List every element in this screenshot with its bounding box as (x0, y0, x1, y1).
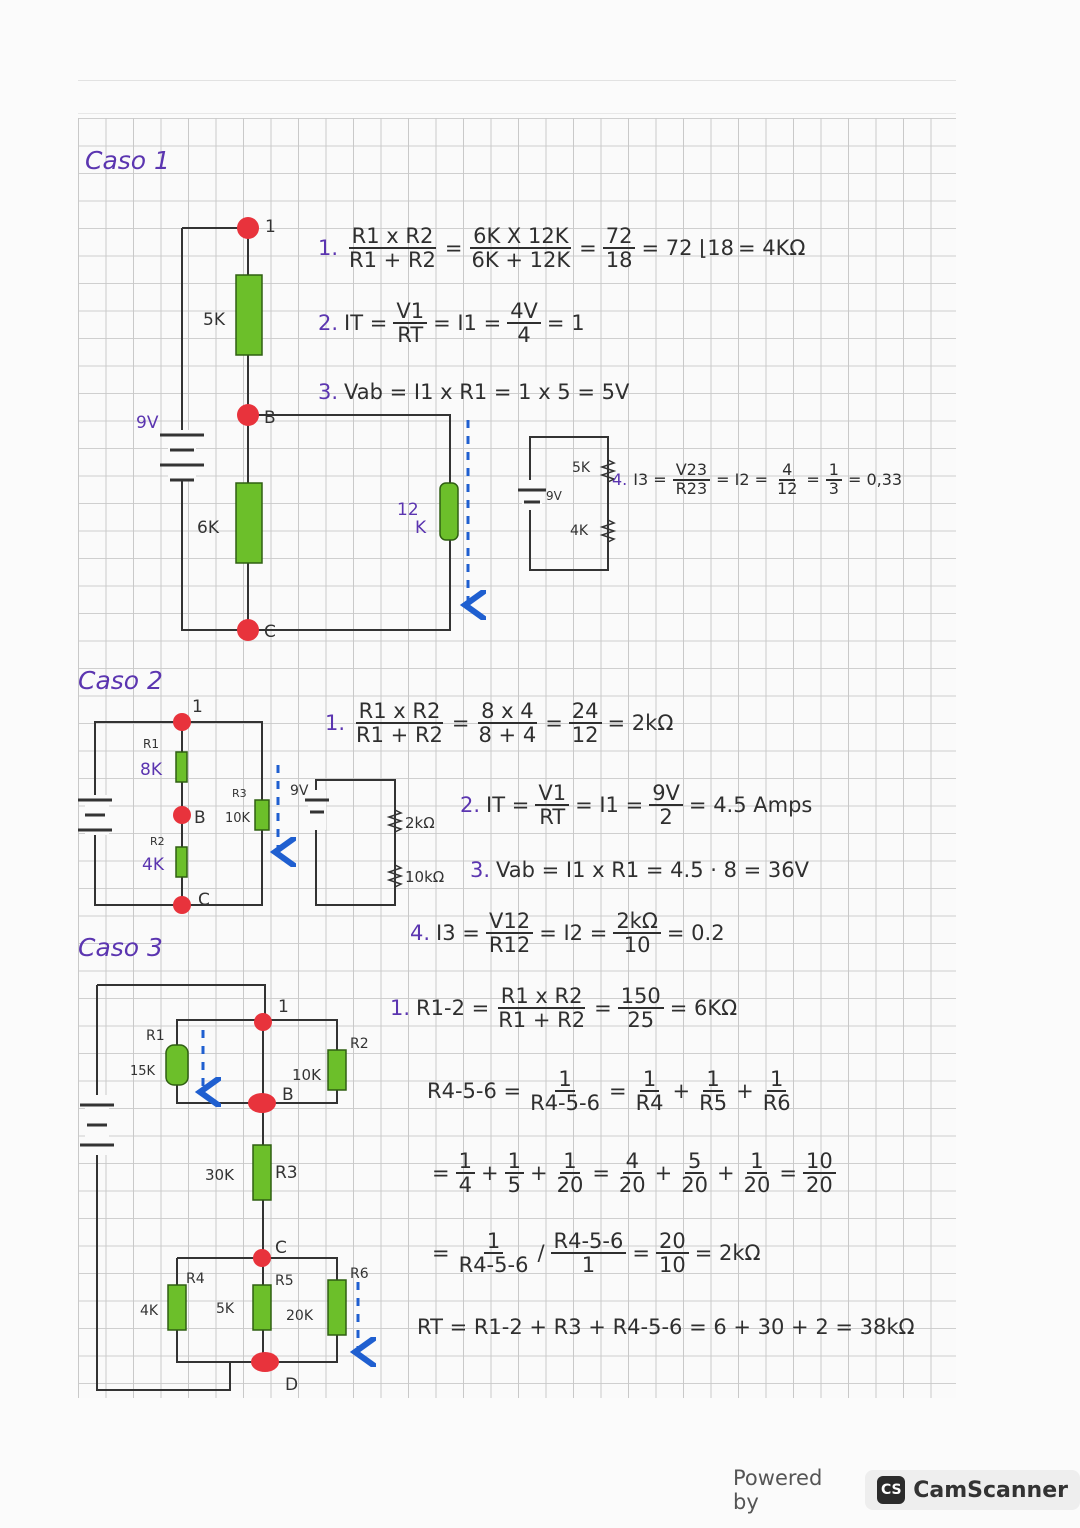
numerator: 2kΩ (613, 910, 661, 934)
fraction (803, 1150, 836, 1196)
numerator: 1 (484, 1230, 503, 1254)
fraction (495, 985, 588, 1031)
caso1-node-a-label: 1 (265, 217, 276, 237)
step-number: 4. (612, 470, 628, 490)
caso3-title: Caso 3 (78, 933, 163, 962)
numerator: 20 (656, 1230, 689, 1254)
denominator: R1 + R2 (356, 723, 443, 748)
caso1-r3-label: 12 (397, 500, 419, 520)
denominator: 12 (571, 723, 599, 748)
equation-text: IT = (344, 311, 388, 336)
caso1-equation-2 (318, 300, 587, 346)
equation-text: = I2 = (539, 921, 608, 946)
caso1-r1-label: 5K (203, 310, 225, 330)
numerator: R1 x R2 (349, 225, 437, 249)
numerator: R1 x R2 (498, 985, 586, 1009)
numerator: 1 (456, 1150, 475, 1174)
caso1-title: Caso 1 (85, 146, 170, 175)
fraction (469, 225, 574, 271)
fraction (554, 1150, 587, 1196)
equation-text: = (594, 996, 612, 1021)
numerator: 5 (685, 1150, 704, 1174)
fraction (774, 462, 800, 498)
caso2-mini-battery: 9V (290, 783, 309, 799)
numerator: V1 (393, 300, 427, 324)
fraction (393, 300, 427, 346)
caso1-node-b-label: B (264, 408, 276, 428)
fraction (551, 1230, 627, 1276)
numerator: 1 (767, 1068, 786, 1092)
step-number: 1. (318, 236, 339, 261)
numerator: 4V (507, 300, 541, 324)
caso3-equation-4 (430, 1230, 763, 1276)
fraction (696, 1068, 730, 1114)
step-number: 3. (318, 380, 339, 404)
fraction (741, 1150, 774, 1196)
numerator: 72 (603, 225, 636, 249)
caso3-r3-label: R3 (275, 1163, 298, 1183)
denominator: R1 + R2 (498, 1008, 586, 1033)
numerator: 150 (618, 985, 664, 1009)
fraction (673, 462, 710, 498)
fraction (486, 910, 533, 956)
denominator: R6 (762, 1091, 791, 1116)
equation-text: = 0,33 (847, 470, 903, 490)
fraction (505, 1150, 524, 1196)
numerator: 4 (779, 462, 795, 481)
fraction (456, 1230, 532, 1276)
step-number: 1. (390, 996, 411, 1021)
fraction (456, 1150, 475, 1196)
camscanner-watermark (733, 1466, 1080, 1514)
fraction (613, 910, 661, 956)
numerator: 24 (569, 700, 602, 724)
caso2-r3-value: 10K (225, 811, 251, 826)
denominator: R5 (699, 1091, 728, 1116)
caso2-node-c-label: C (198, 890, 210, 910)
denominator: R12 (488, 933, 531, 958)
numerator: R1 x R2 (356, 700, 444, 724)
equation-text: + (736, 1079, 754, 1104)
equation-text: = (444, 236, 463, 261)
caso2-equation-4 (410, 910, 727, 956)
caso2-r1-value: 8K (140, 760, 162, 780)
denominator: 10 (623, 933, 651, 958)
numerator: 1 (703, 1068, 722, 1092)
denominator: 25 (627, 1008, 655, 1033)
caso3-equation-1 (390, 985, 739, 1031)
denominator: 4 (458, 1173, 472, 1198)
fraction (535, 782, 569, 828)
step-number: 2. (318, 311, 339, 336)
equation-text: + (672, 1079, 691, 1104)
caso3-node-a-label: 1 (278, 997, 289, 1017)
fraction (353, 700, 446, 746)
caso3-r4-value: 4K (140, 1303, 159, 1319)
equation-text: R1-2 = (416, 996, 490, 1021)
equation-text: = (579, 236, 597, 261)
equation-text: = 0.2 (666, 921, 725, 946)
caso2-r1-label: R1 (143, 737, 159, 751)
caso2-r3-label: R3 (232, 787, 247, 800)
caso2-equation-2 (460, 782, 814, 828)
numerator: R4-5-6 (551, 1230, 627, 1254)
denominator: R1 + R2 (349, 248, 436, 273)
equation-text: Vab = I1 x R1 = 1 x 5 = 5V (344, 380, 630, 404)
denominator: 20 (805, 1173, 833, 1198)
step-number: 1. (325, 711, 346, 736)
caso2-node-a-label: 1 (192, 697, 203, 717)
equation-text: = (608, 1079, 627, 1104)
denominator: 12 (777, 478, 798, 498)
equation-text: Vab = I1 x R1 = 4.5 · 8 = 36V (496, 858, 809, 882)
equation-text: = 1 (546, 311, 585, 336)
denominator: 5 (507, 1173, 521, 1198)
denominator: 8 + 4 (478, 723, 537, 748)
caso2-title: Caso 2 (78, 666, 163, 695)
equation-text: + (654, 1161, 673, 1186)
caso1-mini-r2: 4K (570, 523, 589, 539)
denominator: 2 (659, 805, 673, 830)
caso3-node-d-label: D (285, 1375, 299, 1395)
equation-text: + (529, 1161, 548, 1186)
caso3-equation-3 (430, 1150, 840, 1196)
denominator: R4-5-6 (458, 1253, 529, 1278)
denominator: 6K + 12K (471, 248, 571, 273)
denominator: R4-5-6 (530, 1091, 600, 1116)
caso3-r6-value: 20K (286, 1308, 313, 1324)
caso1-equation-1 (318, 225, 807, 271)
numerator: 1 (555, 1068, 574, 1092)
caso1-r2-label: 6K (197, 518, 219, 538)
equation-text: I3 = (436, 921, 480, 946)
fraction (603, 225, 636, 271)
caso3-circuit (97, 985, 337, 1390)
equation-text: = (432, 1161, 450, 1186)
equation-text: R4-5-6 = (427, 1079, 522, 1104)
caso3-r6-label: R6 (350, 1266, 369, 1282)
numerator: V1 (535, 782, 569, 806)
fraction (569, 700, 602, 746)
equation-text: = 6KΩ (669, 996, 738, 1021)
fraction (826, 462, 842, 498)
equation-text: = (592, 1161, 610, 1186)
caso1-battery-label: 9V (136, 413, 159, 433)
camscanner-logo-icon: CS (877, 1476, 905, 1504)
denominator: 18 (605, 248, 633, 273)
numerator: 1 (747, 1150, 766, 1174)
denominator: 20 (743, 1173, 771, 1198)
caso2-mini-r1: 2kΩ (405, 814, 435, 832)
equation-text: + (717, 1161, 735, 1186)
caso1-mini-r1: 5K (572, 460, 591, 476)
caso3-r3-value: 30K (205, 1166, 234, 1184)
caso3-r5-label: R5 (275, 1273, 294, 1289)
numerator: V23 (673, 462, 710, 481)
fraction (346, 225, 439, 271)
denominator: 20 (681, 1173, 708, 1198)
caso2-equation-3 (470, 858, 811, 882)
equation-text: I3 = (633, 470, 667, 490)
caso2-r2-label: R2 (150, 835, 165, 848)
equation-text: = (432, 1241, 450, 1266)
caso2-node-b-label: B (194, 808, 206, 828)
equation-text: = I1 = (575, 793, 644, 818)
caso3-r1-label: R1 (146, 1028, 165, 1044)
equation-text: IT = (486, 793, 530, 818)
caso1-r3-unit: K (415, 518, 427, 538)
caso2-mini-r2: 10kΩ (405, 868, 445, 886)
numerator: 8 x 4 (478, 700, 537, 724)
powered-by-text: Powered by (733, 1466, 823, 1514)
caso3-r2-value: 10K (292, 1066, 321, 1084)
fraction (527, 1068, 603, 1114)
denominator: 10 (658, 1253, 686, 1278)
equation-text: = (779, 1161, 797, 1186)
numerator: 1 (505, 1150, 524, 1174)
numerator: V12 (486, 910, 533, 934)
numerator: 9V (649, 782, 683, 806)
fraction (618, 985, 664, 1031)
fraction (649, 782, 683, 828)
fraction (760, 1068, 794, 1114)
denominator: 1 (581, 1253, 596, 1278)
caso2-equation-1 (325, 700, 675, 746)
denominator: RT (397, 323, 424, 348)
caso3-equation-2 (425, 1068, 798, 1114)
equation-text: = (545, 711, 563, 736)
caso1-equation-3 (318, 380, 631, 404)
caso3-r2-label: R2 (350, 1036, 369, 1052)
equation-text: = (806, 470, 820, 490)
numerator: 1 (560, 1150, 579, 1174)
denominator: 3 (828, 478, 839, 498)
equation-text: = (451, 711, 470, 736)
equation-text: = 72 ⌊18 (641, 236, 735, 261)
camscanner-badge (865, 1470, 1080, 1510)
numerator: 1 (826, 462, 842, 481)
denominator: R4 (635, 1091, 664, 1116)
caso3-r4-label: R4 (186, 1271, 205, 1287)
caso1-node-c-label: C (264, 622, 276, 642)
step-number: 2. (460, 793, 481, 818)
equation-text: = (632, 1241, 650, 1266)
caso3-node-b-label: B (282, 1085, 294, 1105)
caso1-equation-4 (612, 462, 904, 498)
fraction (656, 1230, 689, 1276)
fraction (616, 1150, 649, 1196)
caso2-r2-value: 4K (142, 855, 164, 875)
equation-text: = I1 = (433, 311, 502, 336)
caso3-equation-5 (415, 1315, 917, 1339)
numerator: 4 (623, 1150, 642, 1174)
caso3-r5-value: 5K (216, 1301, 235, 1317)
denominator: 20 (618, 1173, 646, 1198)
fraction (678, 1150, 711, 1196)
step-number: 4. (410, 921, 431, 946)
equation-text: = 4.5 Amps (688, 793, 813, 818)
numerator: 6K X 12K (470, 225, 571, 249)
equation-text: + (480, 1161, 499, 1186)
denominator: 4 (517, 323, 531, 348)
numerator: 1 (640, 1068, 659, 1092)
fraction (507, 300, 541, 346)
caso3-node-c-label: C (275, 1238, 287, 1258)
equation-text: = 2kΩ (694, 1241, 761, 1266)
numerator: 10 (803, 1150, 836, 1174)
denominator: 20 (556, 1173, 584, 1198)
equation-text: / (537, 1241, 545, 1266)
denominator: R23 (675, 478, 708, 498)
equation-text: = 4KΩ (738, 236, 806, 261)
equation-text: RT = R1-2 + R3 + R4-5-6 = 6 + 30 + 2 = 38kΩ (417, 1315, 915, 1339)
camscanner-brand: CamScanner (913, 1477, 1068, 1503)
denominator: RT (539, 805, 566, 830)
equation-text: = I2 = (716, 470, 769, 490)
fraction (633, 1068, 667, 1114)
caso3-r1-value: 15K (130, 1064, 156, 1079)
caso1-mini-battery: 9V (546, 489, 562, 503)
fraction (476, 700, 540, 746)
equation-text: = 2kΩ (607, 711, 674, 736)
step-number: 3. (470, 858, 491, 882)
